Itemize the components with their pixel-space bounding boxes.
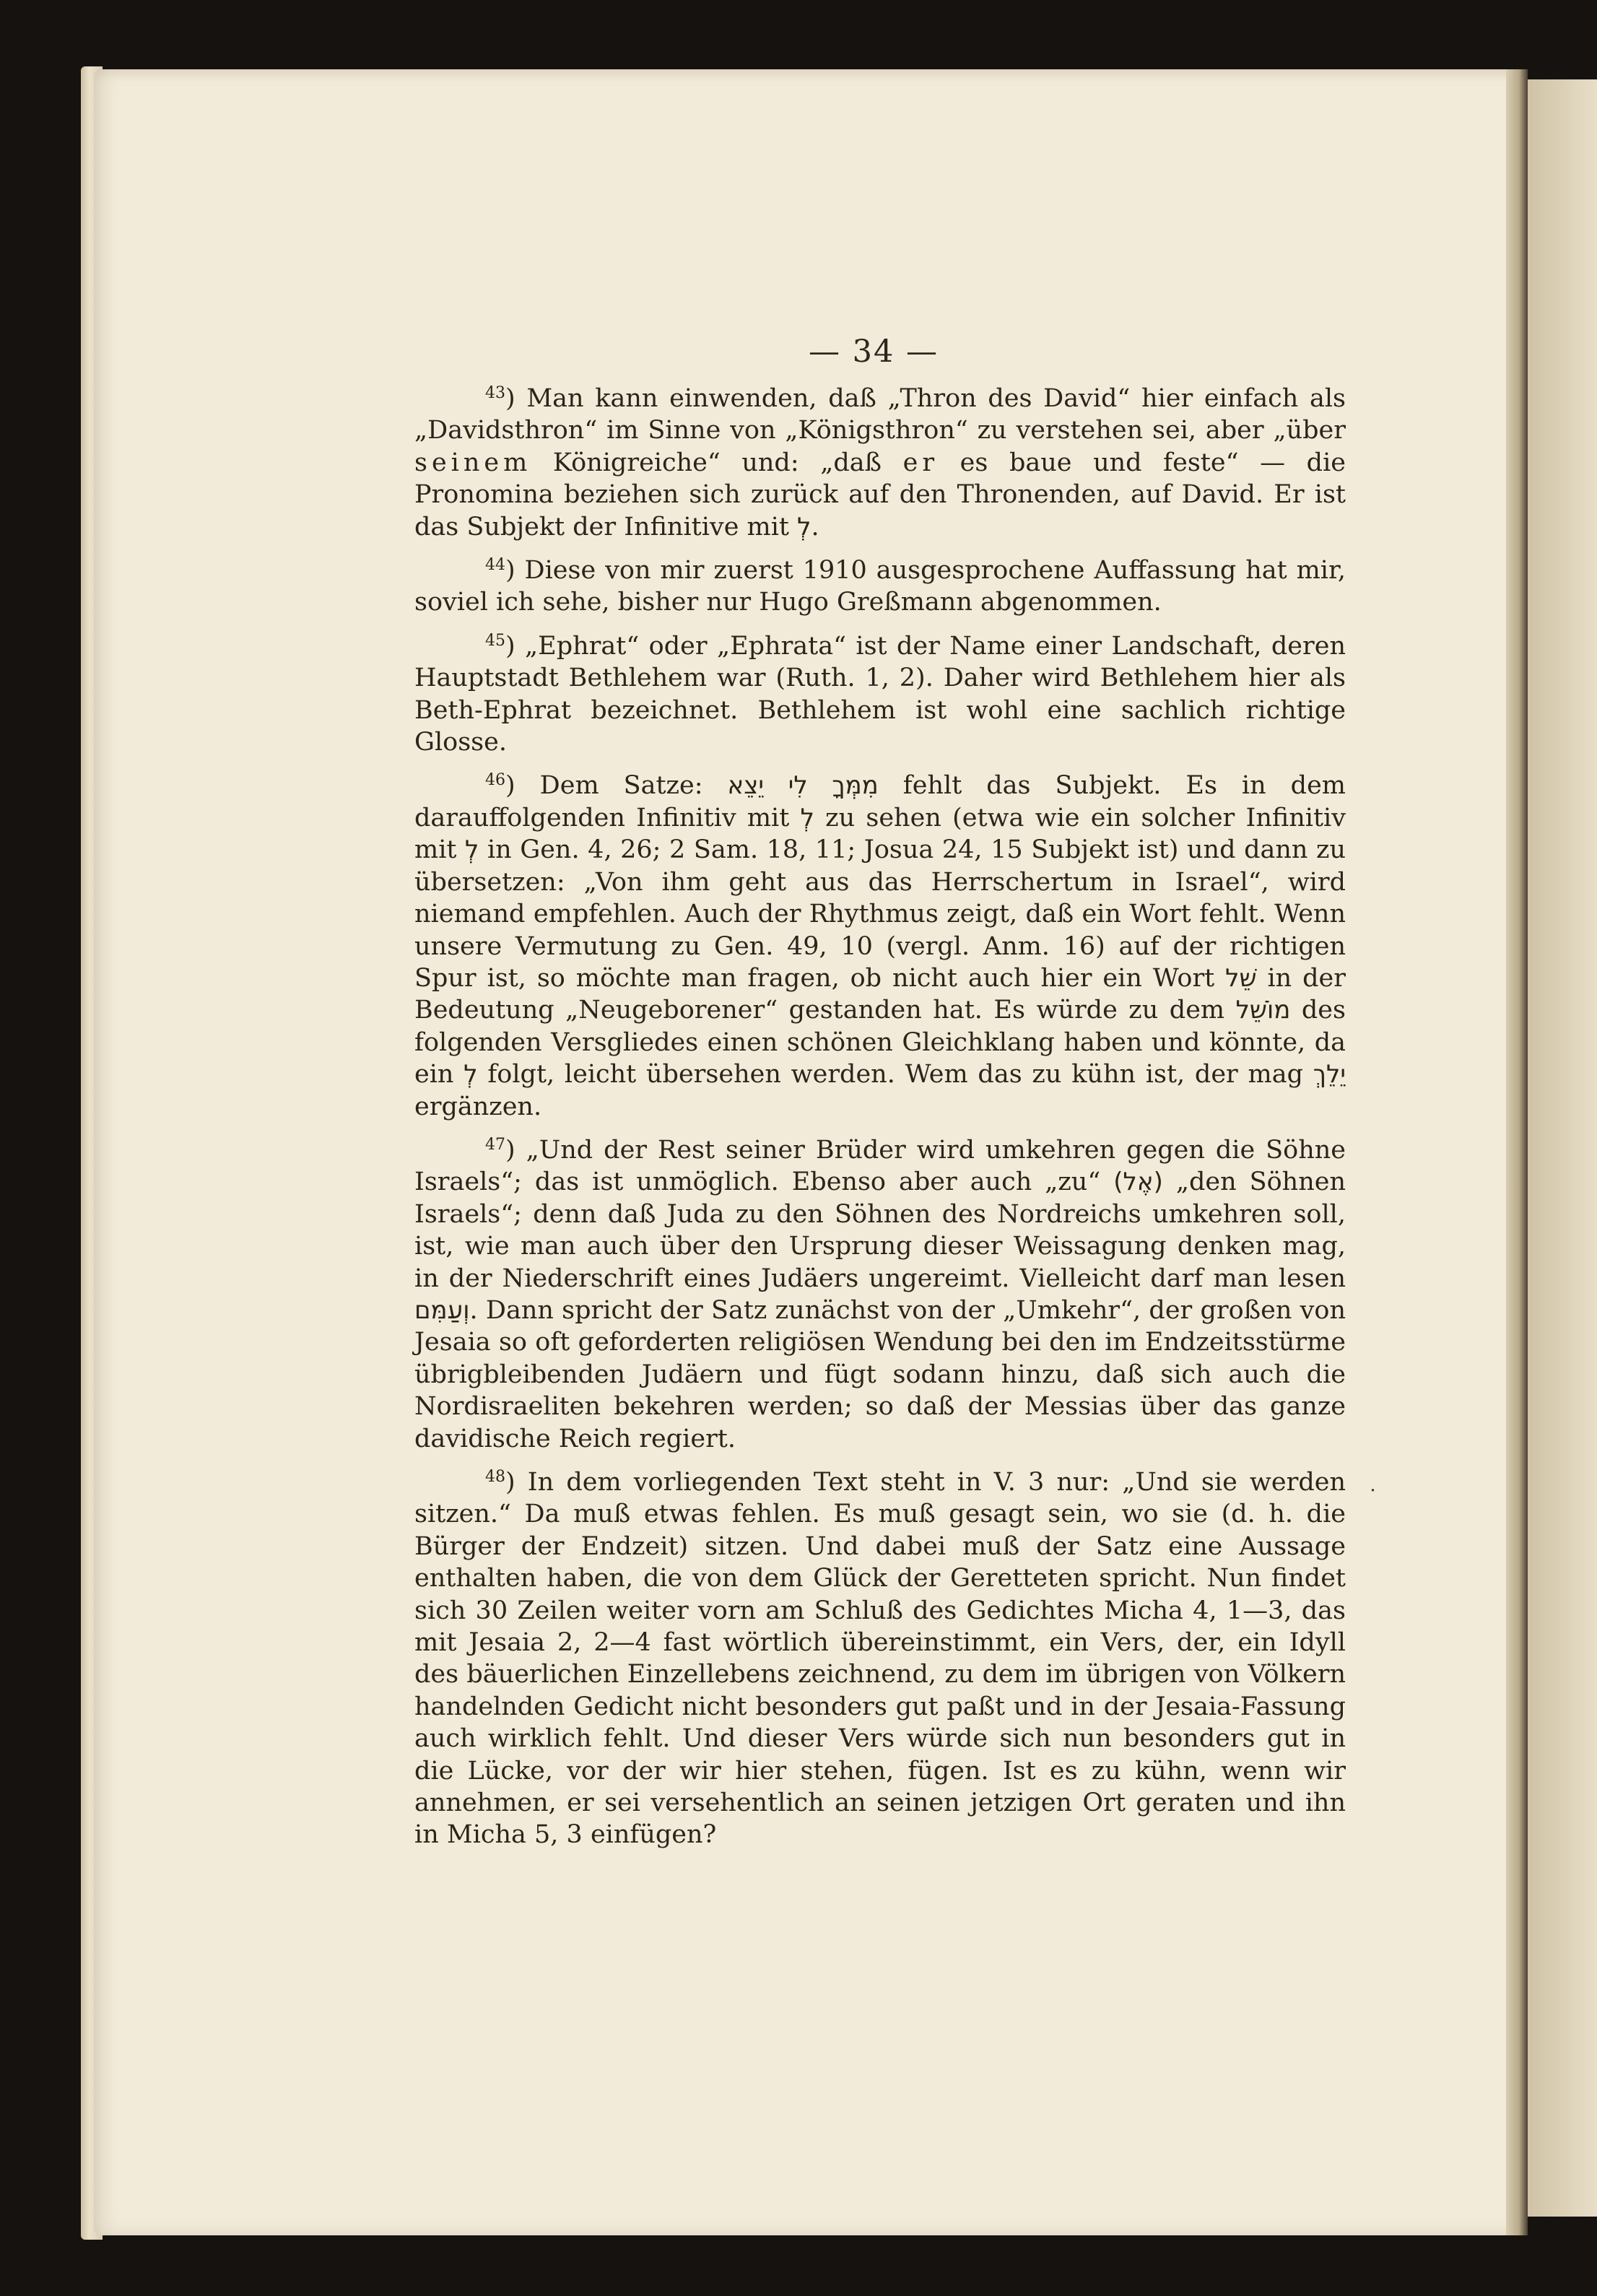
hebrew-text: לְ: [800, 803, 814, 832]
hebrew-text: יֵלֵךְ: [1313, 1060, 1346, 1090]
book-gutter: [1506, 69, 1528, 2235]
footnote-number: 48: [485, 1468, 505, 1486]
hebrew-text: מִמְּךָ לִי יֵצֵא: [727, 771, 879, 801]
hebrew-text: מוֹשֵׁל: [1235, 996, 1291, 1025]
footnote-48: $^{48}$) In dem vorliegenden Text steht in V. 3 nur: „Und sie werden sitzen.“ Da muß etwas fehlen. Es muß gesagt sein, wo sie (d. h. die Bürger der Endzeit) sitzen. Und dabei muß der Satz eine Aussage enthalten haben, die von dem Glück der Geretteten spricht. Nun findet sich 30 Zeilen weiter vorn am Schluß des Gedichtes Micha 4, 1—3, das mit Jesaia 2, 2—4 fast wörtlich übereinstimmt, ein Vers, der, ein Idyll des bäuerlichen Einzellebens zeichnend, zu dem im übrigen von Völkern handelnden Gedicht nicht besonders gut paßt und in der Jesaia-Fassung auch wirklich fehlt. Und dieser Vers würde sich nun besonders gut in die Lücke, vor der wir hier stehen, fügen. Ist es zu kühn, wenn wir annehmen, er sei versehentlich an seinen jetzigen Ort geraten und ihn in Micha 5, 3 einfügen?: [414, 1468, 1346, 1850]
footnote-46: $^{46}$) Dem Satze: מִמְּךָ לִי יֵצֵא fehlt das Subjekt. Es in dem darauffolgenden Infinitiv mit לְ zu sehen (etwa wie ein solcher Infinitiv mit לְ in Gen. 4, 26; 2 Sam. 18, 11; Josua 24, 15 Subjekt ist) und dann zu übersetzen: „Von ihm geht aus das Herrschertum in Israel“, wird niemand empfehlen. Auch der Rhythmus zeigt, daß ein Wort fehlt. Wenn unsere Vermutung zu Gen. 49, 10 (vergl. Anm. 16) auf der richtigen Spur ist, so möchte man fragen, ob nicht auch hier ein Wort שֵׁל in der Bedeutung „Neugeborener“ gestanden hat. Es würde zu dem מוֹשֵׁל des folgenden Versgliedes einen schönen Gleichklang haben und könnte, da ein לְ folgt, leicht übersehen werden. Wem das zu kühn ist, der mag יֵלֵךְ ergänzen.: [414, 771, 1346, 1121]
hebrew-text: (אֶל): [1113, 1167, 1163, 1197]
margin-mark: ˙: [1367, 1486, 1378, 1511]
page-number: — 34 —: [808, 334, 939, 370]
footnote-45: $^{45}$) „Ephrat“ oder „Ephrata“ ist der Name einer Landschaft, deren Hauptstadt Bethlehem war (Ruth. 1, 2). Daher wird Bethlehem hier als Beth-Ephrat bezeichnet. Bethlehem ist wohl eine sachlich richtige Glosse.: [414, 631, 1346, 757]
footnote-44: $^{44}$) Diese von mir zuerst 1910 ausgesprochene Auffassung hat mir, soviel ich sehe, bisher nur Hugo Greßmann abgenommen.: [414, 556, 1346, 617]
footnote-number: 47: [485, 1135, 505, 1154]
footnote-number: 44: [485, 556, 505, 575]
footnote-number: 43: [485, 384, 505, 402]
hebrew-text: שֵׁל: [1225, 963, 1257, 993]
footnote-number: 46: [485, 771, 505, 790]
hebrew-text: לְ: [797, 512, 811, 542]
footnote-number: 45: [485, 631, 505, 650]
footnotes-text: [414, 383, 1346, 1851]
facing-page-edge: [1528, 79, 1597, 2217]
hebrew-text: וְעַמִּם: [414, 1295, 470, 1325]
hebrew-text: לְ: [464, 1060, 478, 1090]
footnote-43: $^{43}$) Man kann einwenden, daß „Thron des David“ hier einfach als „Davidsthron“ im Sinne von „Königsthron“ zu verstehen sei, aber „über seinem Königreiche“ und: „daß er es baue und feste“ — die Pronomina beziehen sich zurück auf den Thronenden, auf David. Er ist das Subjekt der Infinitive mit לְ.: [414, 384, 1346, 542]
hebrew-text: לְ: [465, 835, 479, 865]
footnote-47: $^{47}$) „Und der Rest seiner Brüder wird umkehren gegen die Söhne Israels“; das ist unmöglich. Ebenso aber auch „zu“ (אֶל) „den Söhnen Israels“; denn daß Juda zu den Söhnen des Nordreichs umkehren soll, ist, wie man auch über den Ursprung dieser Weissagung denken mag, in der Niederschrift eines Judäers ungereimt. Vielleicht darf man lesen וְעַמִּם. Dann spricht der Satz zunächst von der „Umkehr“, der großen von Jesaia so oft geforderten religiösen Wendung bei den im Endzeitsstürme übrigbleibenden Judäern und fügt sodann hinzu, daß sich auch die Nordisraeliten bekehren werden; so daß der Messias über das ganze davidische Reich regiert.: [414, 1135, 1346, 1453]
